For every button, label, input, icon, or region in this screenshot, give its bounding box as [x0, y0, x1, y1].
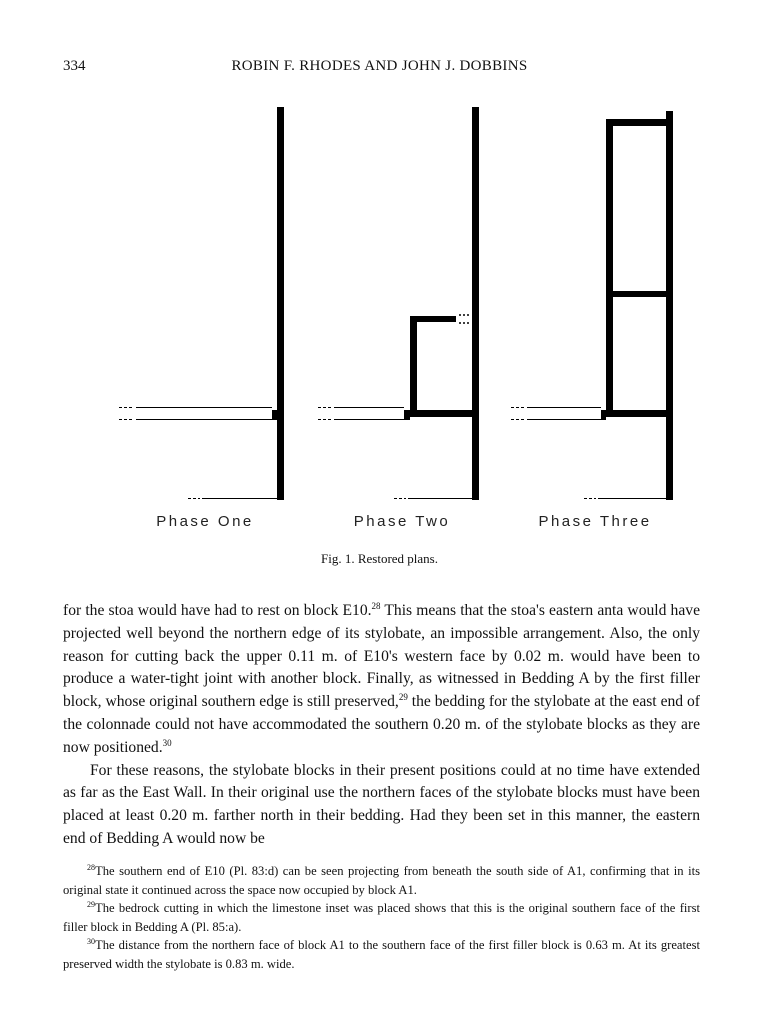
paragraph: For these reasons, the stylobate blocks in their present positions could at no time have extended as far as the East Wall. In their original use the northern faces of the stylobate blocks must have been placed at least 0.20 m. farther north in their bedding. Had they been set in this manner, the eastern end of Bedding A would now be: [63, 761, 700, 847]
footnote-ref[interactable]: 30: [162, 737, 172, 748]
footnote: $^{28}$The southern end of E10 (Pl. 83:d) can be seen projecting from beneath the south side of A1, confirming that in its original state it continued across the space now occupied by block A1.: [63, 863, 700, 897]
phase-one-plan: [119, 107, 284, 500]
phase-one-label: Phase One: [156, 513, 254, 530]
running-head: ROBIN F. RHODES AND JOHN J. DOBBINS: [231, 58, 528, 74]
phase-two-label: Phase Two: [353, 513, 451, 530]
phase-three-plan: [511, 111, 673, 500]
figure-caption: Fig. 1. Restored plans.: [321, 551, 438, 566]
footnote-number: 28: [87, 863, 95, 872]
footnote-ref[interactable]: 29: [398, 692, 408, 703]
footnote: $^{30}$The distance from the northern face of block A1 to the southern face of the first filler block is 0.63 m. At its greatest preserved width the stylobate is 0.83 m. wide.: [63, 937, 700, 971]
footnote: $^{29}$The bedrock cutting in which the limestone inset was placed shows that this is the original southern face of the first filler block in Bedding A (Pl. 85:a).: [63, 900, 700, 934]
page-number: 334: [63, 58, 86, 74]
body-text: [63, 600, 700, 851]
footnote-number: 29: [87, 900, 95, 910]
footnote-number: 30: [87, 937, 95, 947]
paragraph: for the stoa would have had to rest on block E10.28 This means that the stoa's eastern anta would have projected well beyond the northern edge of its stylobate, an impossible arrangement. Also, the only reason for cutting back the upper 0.11 m. of E10's western face by 0.02 m. would have been to produce a water-tight joint with another block. Finally, as witnessed in Bedding A by the first filler block, whose original southern edge is still preserved,$^{29}$ the bedding for the stylobate at the east end of the colonnade could not have accommodated the southern 0.20 m. of the stylobate blocks as they are now positioned.$^{30}$: [63, 601, 701, 756]
phase-three-label: Phase Three: [538, 513, 652, 530]
footnotes: [63, 862, 700, 974]
phase-two-plan: [318, 107, 479, 500]
footnote-ref[interactable]: 28: [371, 601, 381, 611]
